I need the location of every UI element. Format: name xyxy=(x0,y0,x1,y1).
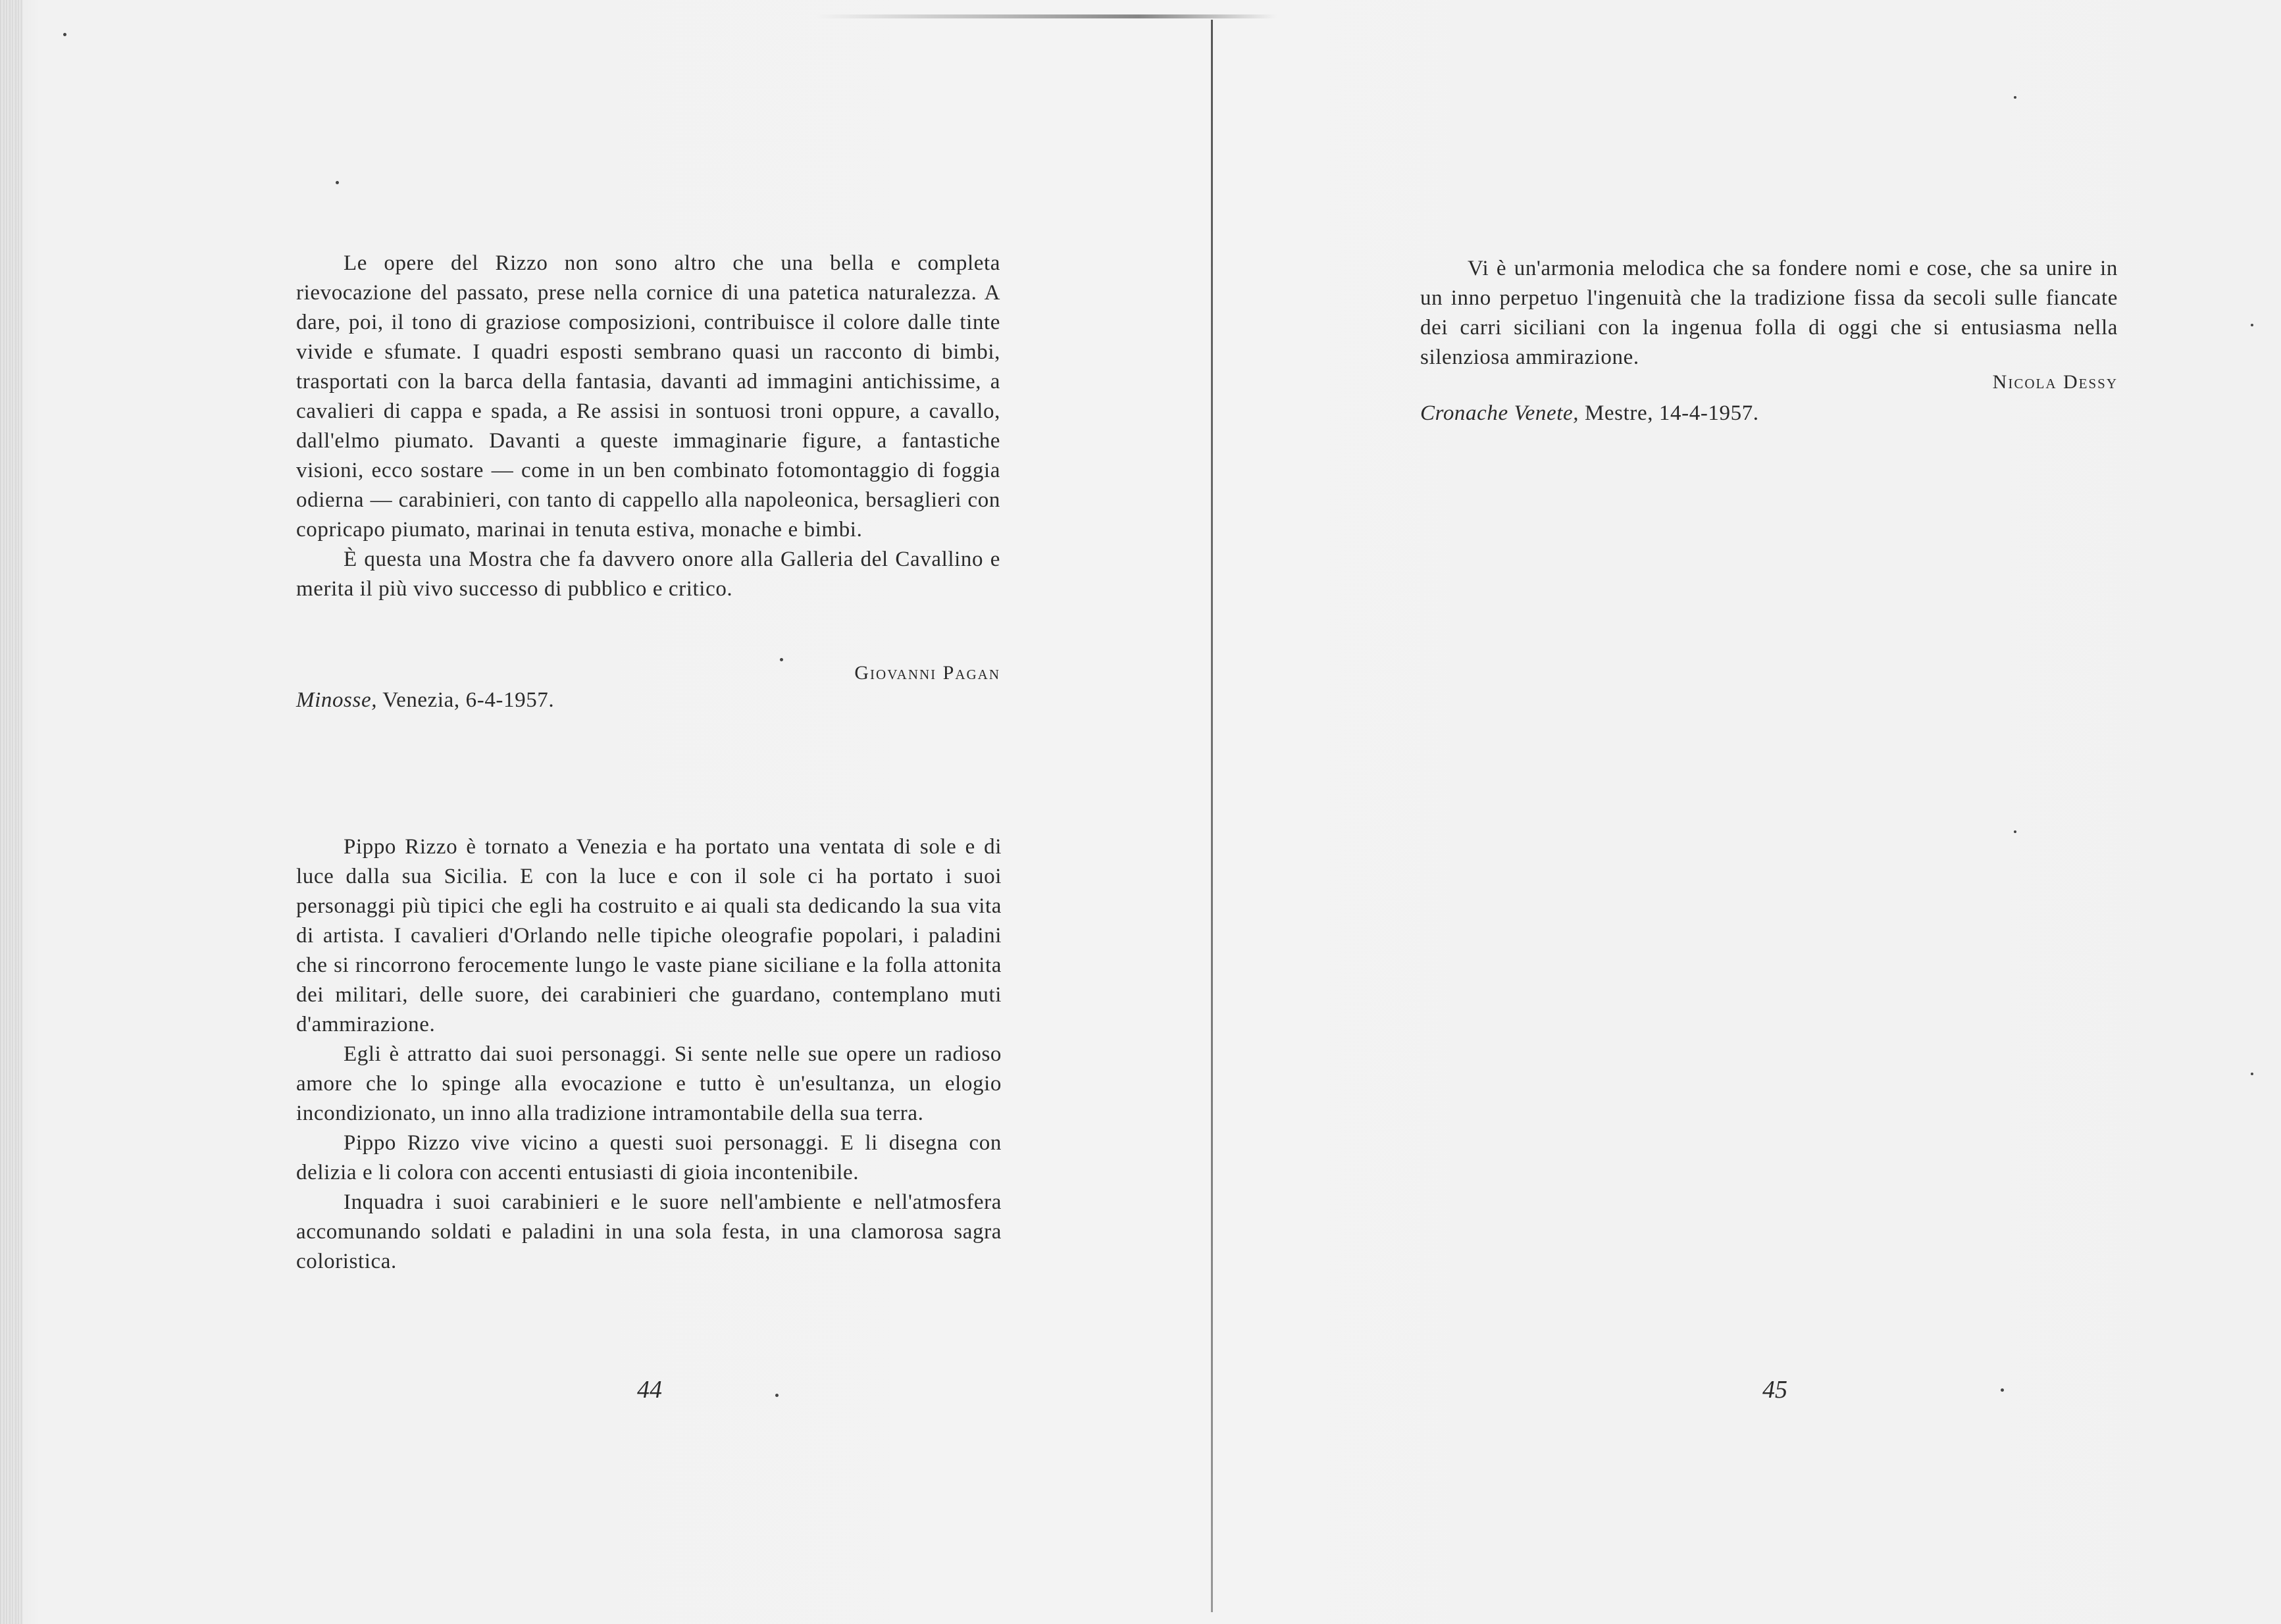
page-number: 44 xyxy=(637,1376,662,1404)
article-3-signature: Nicola Dessy xyxy=(1992,371,2118,393)
page-number: 45 xyxy=(1762,1376,1787,1404)
article-2-body xyxy=(296,832,1002,1277)
source-publication: Cronache Venete, xyxy=(1420,401,1579,425)
article-1-paragraph: È questa una Mostra che fa davvero onore alla Galleria del Cavallino e merita il più vivo successo di pubblico e critico. xyxy=(296,547,1000,601)
right-page xyxy=(1213,0,2281,1624)
article-2-paragraph: Inquadra i suoi carabinieri e le suore nell'ambiente e nell'atmosfera accomunando soldati e paladini in una sola festa, in una clamorosa sagra coloristica. xyxy=(296,1190,1002,1273)
article-2-paragraph: Pippo Rizzo vive vicino a questi suoi personaggi. E li disegna con delizia e li colora con accenti entusiasti di gioia incontenibile. xyxy=(296,1131,1002,1184)
article-1-source xyxy=(296,688,554,713)
source-publication: Minosse, xyxy=(296,688,378,712)
article-1-paragraph: Le opere del Rizzo non sono altro che una bella e completa rievocazione del passato, prese nella cornice di una patetica naturalezza. A dare, poi, il tono di graziose composizioni, contribuisce il colore dalle tinte vivide e sfumate. I quadri esposti sembrano quasi un racconto di bimbi, trasportati con la barca della fantasia, davanti ad immagini antichissime, a cavalieri di cappa e spada, a Re assisi in sontuosi troni oppure, a cavallo, dall'elmo piumato. Davanti a queste immaginarie figure, a fantastiche visioni, ecco sostare — come in un ben combinato fotomontaggio di foggia odierna — carabinieri, con tanto di cappello alla napoleonica, bersaglieri con copricapo piumato, marinai in tenuta estiva, monache e bimbi. xyxy=(296,251,1000,542)
source-place-date: Mestre, 14-4-1957. xyxy=(1579,401,1759,425)
article-3-source xyxy=(1420,401,1759,426)
article-1-body xyxy=(296,249,1000,604)
article-3-body xyxy=(1420,254,2118,372)
article-2-paragraph: Pippo Rizzo è tornato a Venezia e ha portato una ventata di sole e di luce dalla sua Sicilia. E con la luce e con il sole ci ha portato i suoi personaggi più tipici che egli ha costruito e ai quali sta dedicando la sua vita di artista. I cavalieri d'Orlando nelle tipiche oleografie popolari, i paladini che si rincorrono ferocemente lungo le vaste piane siciliane e la folla attonita dei militari, delle suore, dei carabinieri che guardano, contemplano muti d'ammirazione. xyxy=(296,835,1002,1036)
article-2-paragraph: Egli è attratto dai suoi personaggi. Si sente nelle sue opere un radioso amore che lo spinge alla evocazione e tutto è un'esultanza, un elogio incondizionato, un inno alla tradizione intramontabile della sua terra. xyxy=(296,1042,1002,1125)
source-place-date: Venezia, 6-4-1957. xyxy=(377,688,555,712)
article-3-paragraph: Vi è un'armonia melodica che sa fondere nomi e cose, che sa unire in un inno perpetuo l'ingenuità che la tradizione fissa da secoli sulle fiancate dei carri siciliani con la ingenua folla di oggi che si entusiasma nella silenziosa ammirazione. xyxy=(1420,257,2118,369)
article-1-signature: Giovanni Pagan xyxy=(854,662,1000,684)
